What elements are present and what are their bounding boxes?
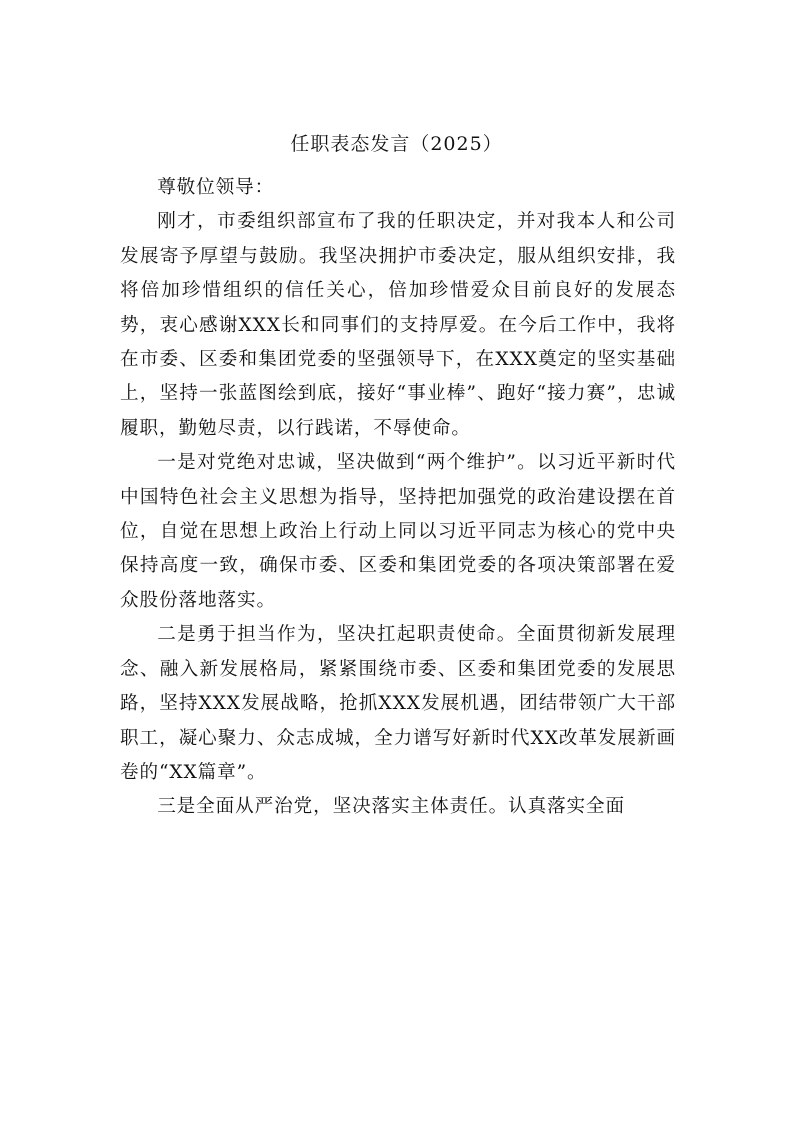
- paragraph-point-two: 二是勇于担当作为，坚决扛起职责使命。全面贯彻新发展理念、融入新发展格局，紧紧围绕市委、区委和集团党委的发展思路，坚持XXX发展战略，抢抓XXX发展机遇，团结带领广大干部职工，凝心聚力、众志成城，全力谱写好新时代XX改革发展新画卷的“XX篇章”。: [120, 624, 676, 783]
- paragraph-point-one: 一是对党绝对忠诚，坚决做到“两个维护”。以习近平新时代中国特色社会主义思想为指导，坚持把加强党的政治建设摆在首位，自觉在思想上政治上行动上同以习近平同志为核心的党中央保持高度一致，确保市委、区委和集团党委的各项决策部署在爱众股份落地落实。: [120, 452, 676, 611]
- paragraph-opening: 刚才，市委组织部宣布了我的任职决定，并对我本人和公司发展寄予厚望与鼓励。我坚决拥护市委决定，服从组织安排，我将倍加珍惜组织的信任关心，倍加珍惜爱众目前良好的发展态势，衷心感谢XXX长和同事们的支持厚爱。在今后工作中，我将在市委、区委和集团党委的坚强领导下，在XXX奠定的坚实基础上，坚持一张蓝图绘到底，接好“事业棒”、跑好“接力赛”，忠诚履职，勤勉尽责，以行践诺，不辱使命。: [120, 211, 676, 439]
- paragraph-point-three: 三是全面从严治党，坚决落实主体责任。认真落实全面: [157, 796, 626, 818]
- salutation: 尊敬位领导：: [157, 177, 275, 198]
- document-body: [120, 171, 676, 825]
- document-title: 任职表态发言（2025）: [290, 133, 503, 155]
